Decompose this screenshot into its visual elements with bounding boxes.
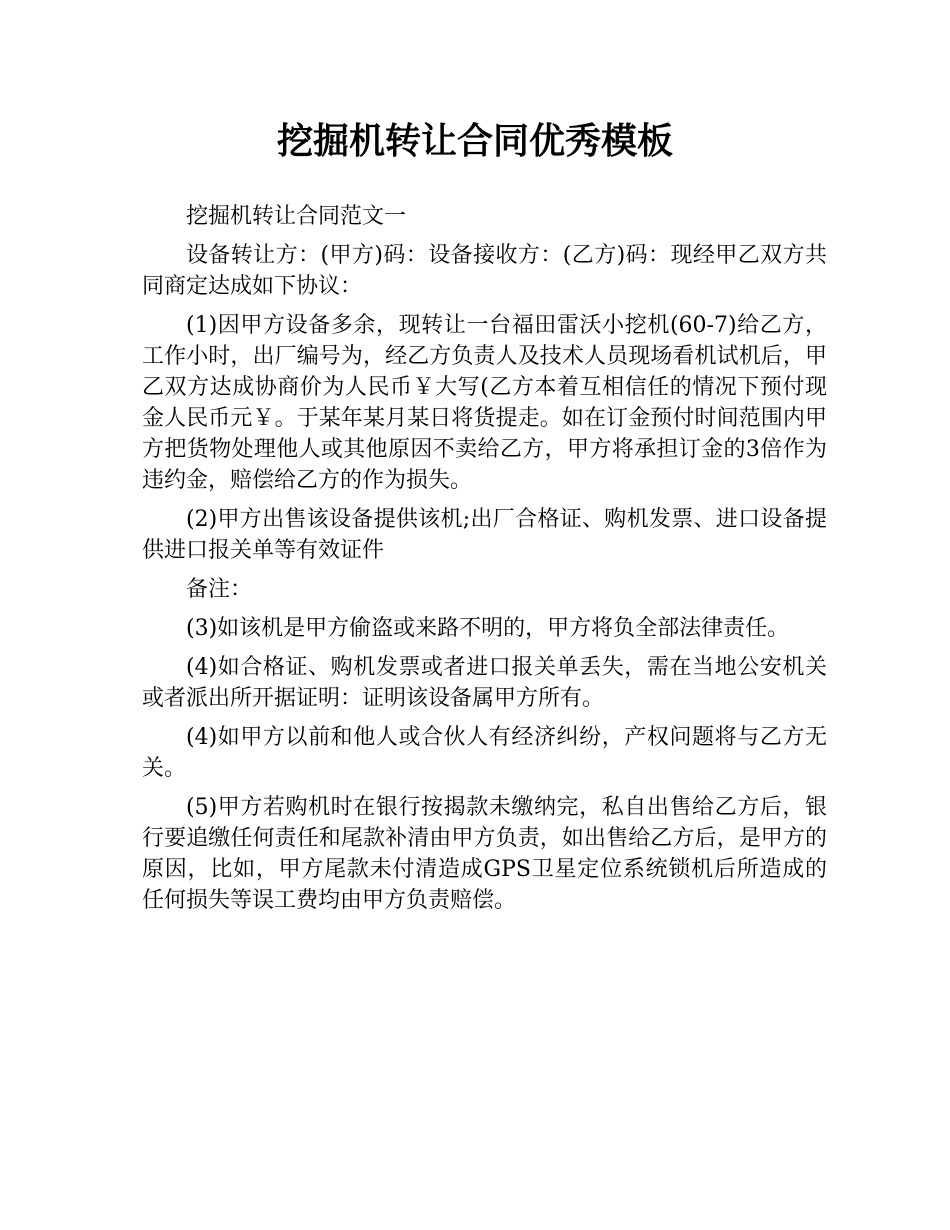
document-body: [142, 201, 827, 924]
paragraph-clause-5: (5)甲方若购机时在银行按揭款未缴纳完，私自出售给乙方后，银行要追缴任何责任和尾款补清由甲方负责，如出售给乙方后，是甲方的原因，比如，甲方尾款未付清造成GPS卫星定位系统锁机后所造成的任何损失等误工费均由甲方负责赔偿。: [142, 795, 827, 913]
paragraph-heading-sample-one: 挖掘机转让合同范文一: [186, 204, 407, 229]
document-title: 挖掘机转让合同优秀模板: [276, 121, 673, 162]
paragraph-clause-1: (1)因甲方设备多余，现转让一台福田雷沃小挖机(60-7)给乙方，工作小时，出厂编号为，经乙方负责人及技术人员现场看机试机后，甲乙双方达成协商价为人民币￥大写(乙方本着互相信任的情况下预付现金人民币元￥。于某年某月某日将货提走。如在订金预付时间范围内甲方把货物处理他人或其他原因不卖给乙方，甲方将承担订金的3倍作为违约金，赔偿给乙方的作为损失。: [142, 313, 827, 493]
paragraph-clause-4b: (4)如甲方以前和他人或合伙人有经济纠纷，产权问题将与乙方无关。: [142, 725, 827, 781]
paragraph-remarks: 备注：: [186, 577, 253, 602]
paragraph-clause-2: (2)甲方出售该设备提供该机;出厂合格证、购机发票、进口设备提供进口报关单等有效证件: [142, 507, 827, 563]
paragraph-clause-4a: (4)如合格证、购机发票或者进口报关单丢失，需在当地公安机关或者派出所开据证明：证明该设备属甲方所有。: [142, 655, 827, 711]
paragraph-parties: 设备转让方：(甲方)码：设备接收方：(乙方)码：现经甲乙双方共同商定达成如下协议：: [142, 243, 827, 299]
paragraph-clause-3: (3)如该机是甲方偷盗或来路不明的，甲方将负全部法律责任。: [186, 616, 790, 641]
